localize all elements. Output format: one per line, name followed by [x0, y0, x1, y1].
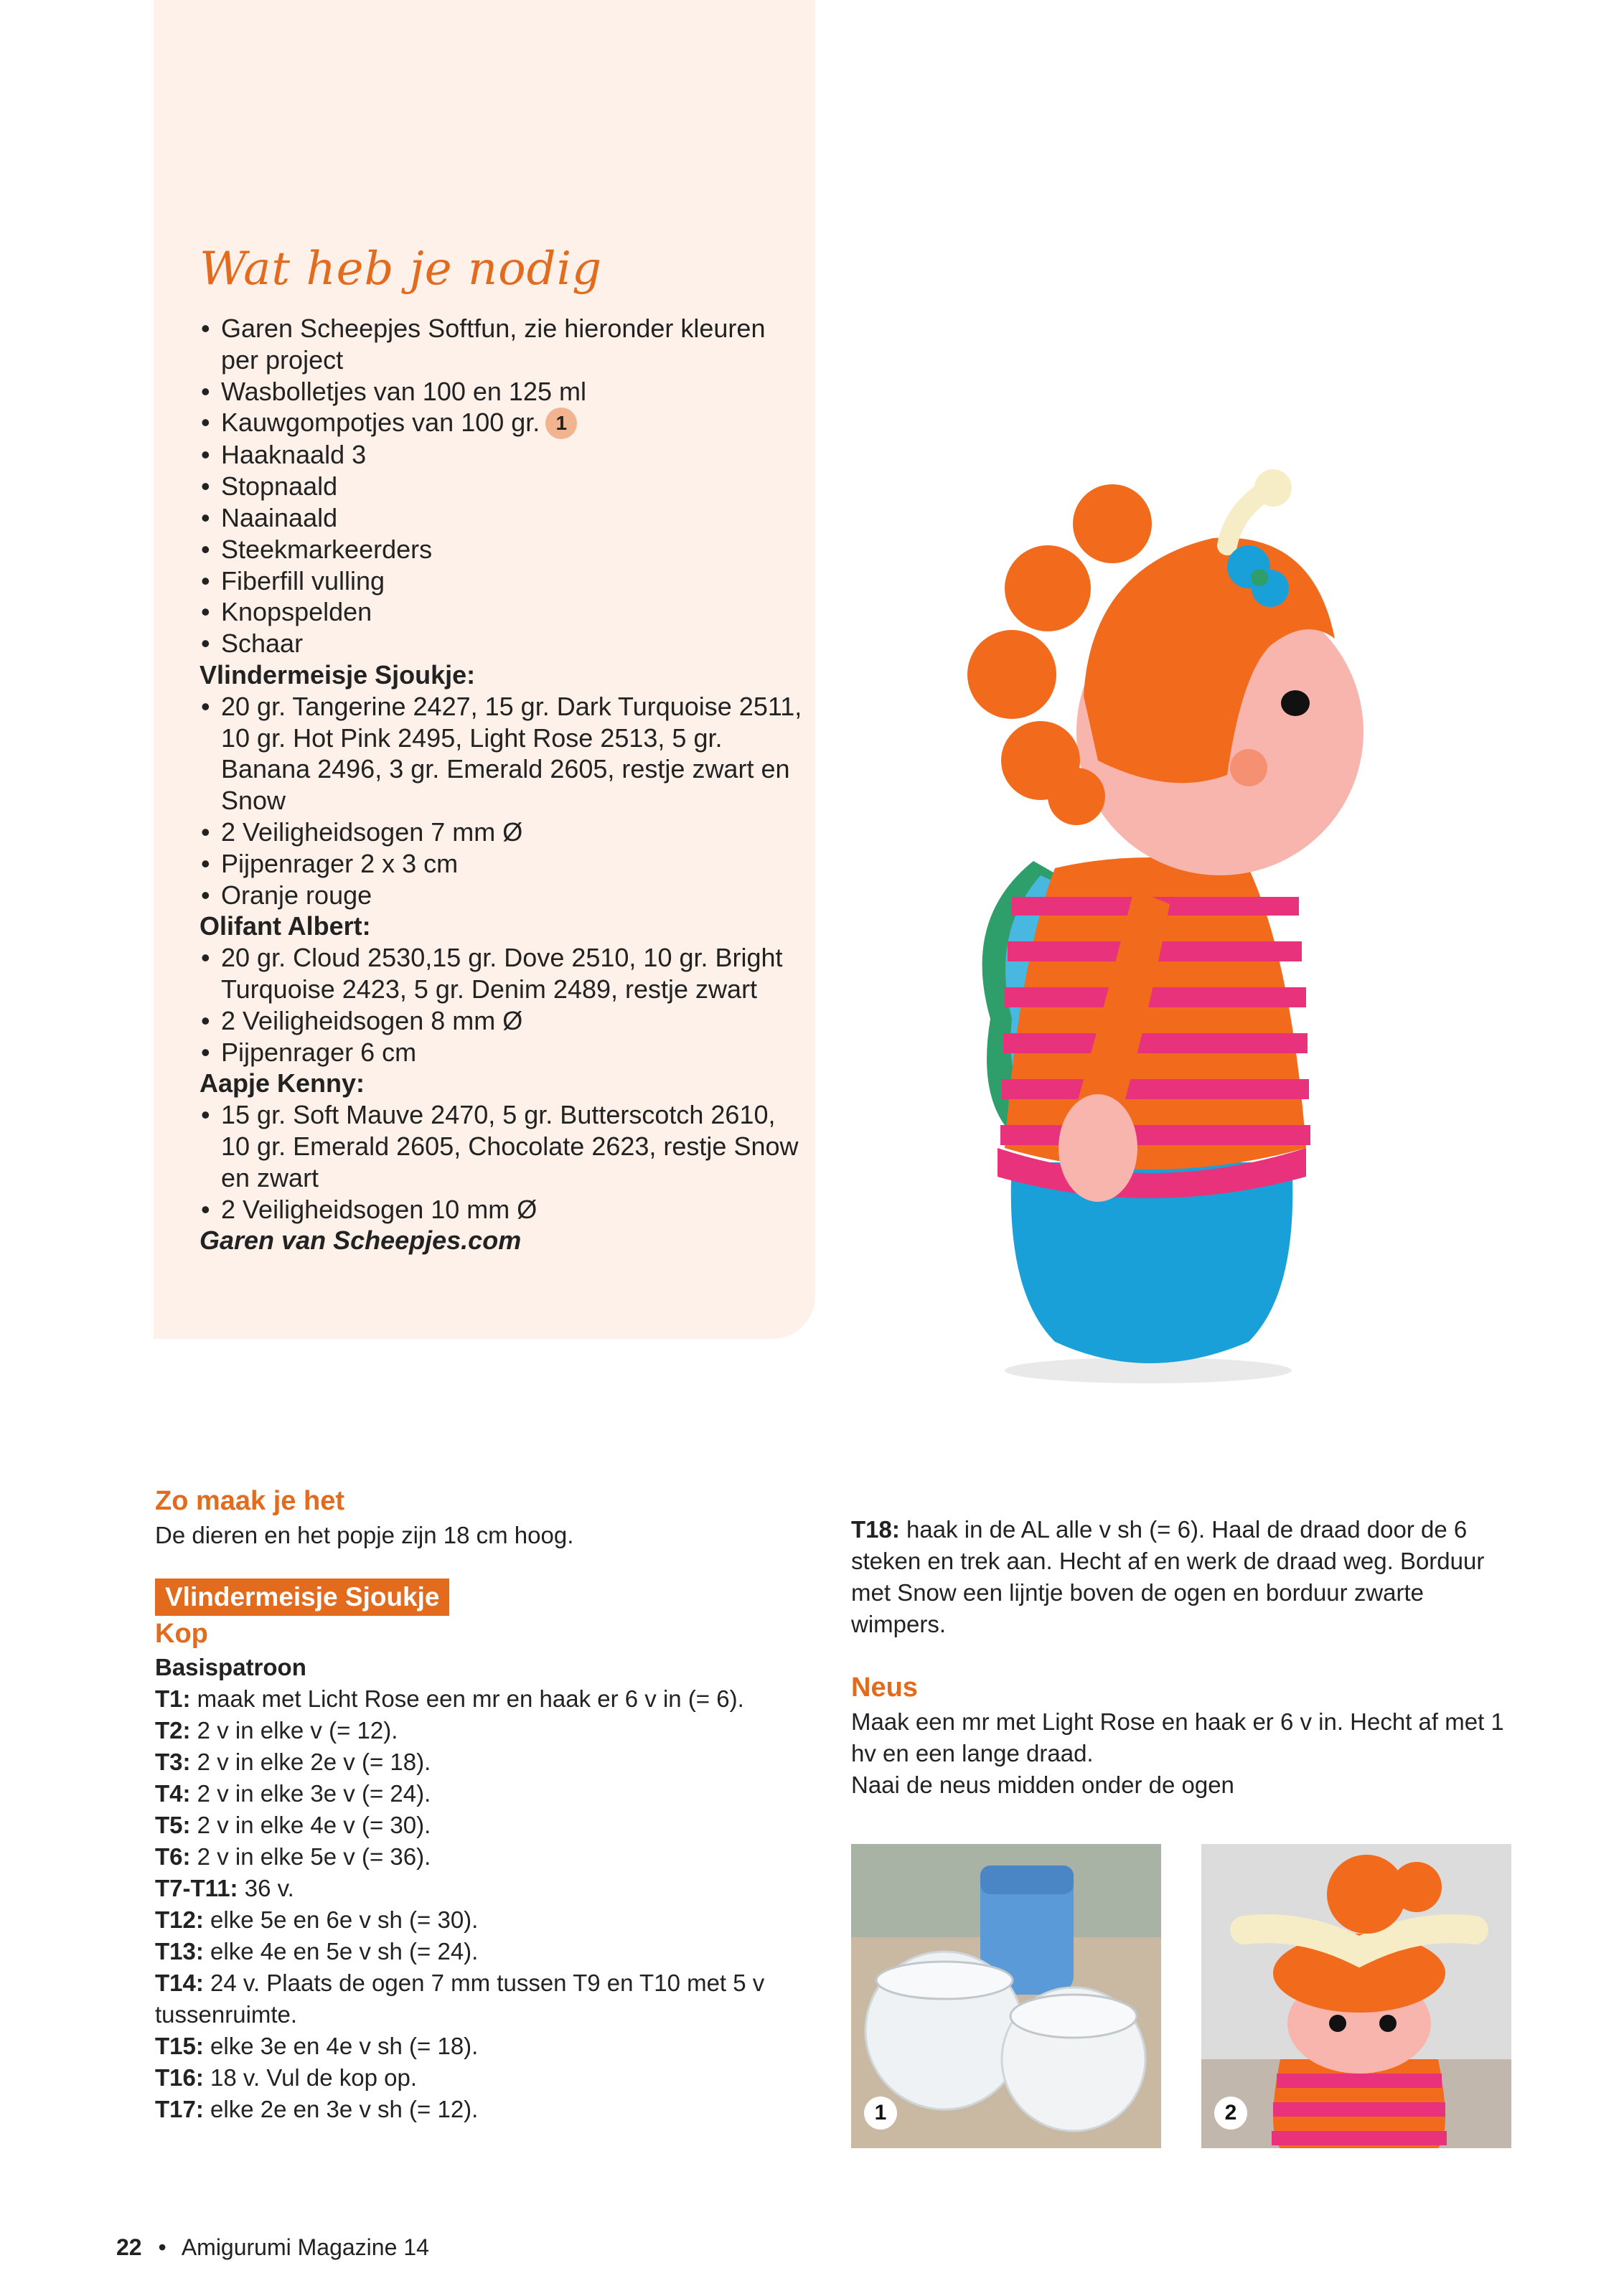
pattern-row: T13: elke 4e en 5e v sh (= 24).	[155, 1938, 479, 1965]
pattern-row: T6: 2 v in elke 5e v (= 36).	[155, 1843, 431, 1870]
photo-ref-badge: 1	[545, 408, 577, 439]
photo-badge-1: 1	[864, 2097, 897, 2130]
page-number: 22	[116, 2234, 142, 2260]
list-item: • Steekmarkeerders	[200, 534, 802, 565]
instructions-right-column	[851, 1514, 1519, 1801]
materials-title: Wat heb je nodig	[200, 243, 603, 296]
list-item: • 15 gr. Soft Mauve 2470, 5 gr. Butterscotch 2610, 10 gr. Emerald 2605, Chocolate 2623, restje Snow en zwart	[200, 1099, 802, 1193]
list-item: • Haaknaald 3	[200, 439, 802, 471]
pattern-row: T2: 2 v in elke v (= 12).	[155, 1717, 398, 1744]
list-item: • 20 gr. Tangerine 2427, 15 gr. Dark Turquoise 2511, 10 gr. Hot Pink 2495, Light Rose 2513, 5 gr. Banana 2496, 3 gr. Emerald 2605, restje zwart en Snow	[200, 691, 802, 817]
general-materials	[200, 313, 802, 659]
group-title-albert: Olifant Albert:	[200, 911, 371, 941]
materials-list	[200, 313, 802, 1256]
neus-text-2: Naai de neus midden onder de ogen	[851, 1772, 1234, 1798]
pattern-banner: Vlindermeisje Sjoukje	[155, 1578, 449, 1616]
list-item: • Pijpenrager 2 x 3 cm	[200, 848, 802, 880]
list-item: • Oranje rouge	[200, 880, 802, 911]
pattern-row: T1: maak met Licht Rose een mr en haak er 6 v in (= 6).	[155, 1685, 744, 1712]
list-item: • Stopnaald	[200, 471, 802, 502]
doll-head-illustration	[1201, 1844, 1511, 2148]
pattern-row: T18: haak in de AL alle v sh (= 6). Haal de draad door de 6 steken en trek aan. Hecht af en werk de draad weg. Borduur met Snow een lijntje boven de ogen en borduur zwarte wimpers.	[851, 1516, 1485, 1637]
pattern-row: T15: elke 3e en 4e v sh (= 18).	[155, 2033, 479, 2059]
list-item: • 20 gr. Cloud 2530,15 gr. Dove 2510, 10 gr. Bright Turquoise 2423, 5 gr. Denim 2489, restje zwart	[200, 942, 802, 1005]
pattern-row: T12: elke 5e en 6e v sh (= 30).	[155, 1906, 479, 1933]
pattern-row: T5: 2 v in elke 4e v (= 30).	[155, 1812, 431, 1838]
list-item: • Fiberfill vulling	[200, 565, 802, 597]
pattern-row: T17: elke 2e en 3e v sh (= 12).	[155, 2096, 479, 2122]
basis-pattern-label: Basispatroon	[155, 1654, 306, 1680]
list-item: • 2 Veiligheidsogen 8 mm Ø	[200, 1005, 802, 1037]
pattern-row: T7-T11: 36 v.	[155, 1875, 294, 1901]
pattern-row: T4: 2 v in elke 3e v (= 24).	[155, 1780, 431, 1807]
list-item: • 2 Veiligheidsogen 10 mm Ø	[200, 1194, 802, 1225]
list-item: • 2 Veiligheidsogen 7 mm Ø	[200, 817, 802, 848]
list-item: • Kauwgompotjes van 100 gr. 1	[200, 407, 802, 439]
group-title-sjoukje: Vlindermeisje Sjoukje:	[200, 659, 476, 690]
group-title-kenny: Aapje Kenny:	[200, 1068, 365, 1098]
group-list-albert	[200, 942, 802, 1068]
list-item: • Wasbolletjes van 100 en 125 ml	[200, 376, 802, 408]
section-title-neus: Neus	[851, 1672, 918, 1703]
list-item: • Schaar	[200, 628, 802, 659]
list-item: • Pijpenrager 6 cm	[200, 1037, 802, 1068]
pattern-row: T3: 2 v in elke 2e v (= 18).	[155, 1749, 431, 1775]
pattern-row: T14: 24 v. Plaats de ogen 7 mm tussen T9 en T10 met 5 v tussenruimte.	[155, 1970, 765, 2028]
group-list-kenny	[200, 1099, 802, 1225]
instructions-left-column	[155, 1482, 815, 2125]
list-item: • Naainaald	[200, 502, 802, 534]
step-photo-2	[1201, 1844, 1511, 2148]
footer-separator: •	[158, 2234, 166, 2260]
list-item: • Garen Scheepjes Softfun, zie hieronder kleuren per project	[200, 313, 802, 376]
photo-badge-2: 2	[1214, 2097, 1247, 2130]
doll-photo	[933, 459, 1421, 1392]
containers-illustration	[851, 1844, 1161, 2148]
neus-text: Maak een mr met Light Rose en haak er 6 v in. Hecht af met 1 hv en een lange draad.	[851, 1708, 1504, 1766]
step-photo-1	[851, 1844, 1161, 2148]
intro-text: De dieren en het popje zijn 18 cm hoog.	[155, 1522, 574, 1548]
list-item: • Knopspelden	[200, 596, 802, 628]
page-footer	[116, 2234, 429, 2261]
section-title-zo-maak-je-het: Zo maak je het	[155, 1486, 344, 1516]
group-list-sjoukje	[200, 691, 802, 911]
yarn-source-note: Garen van Scheepjes.com	[200, 1225, 522, 1256]
magazine-title: Amigurumi Magazine 14	[181, 2234, 429, 2260]
pattern-row: T16: 18 v. Vul de kop op.	[155, 2064, 418, 2091]
subsection-title-kop: Kop	[155, 1619, 208, 1649]
